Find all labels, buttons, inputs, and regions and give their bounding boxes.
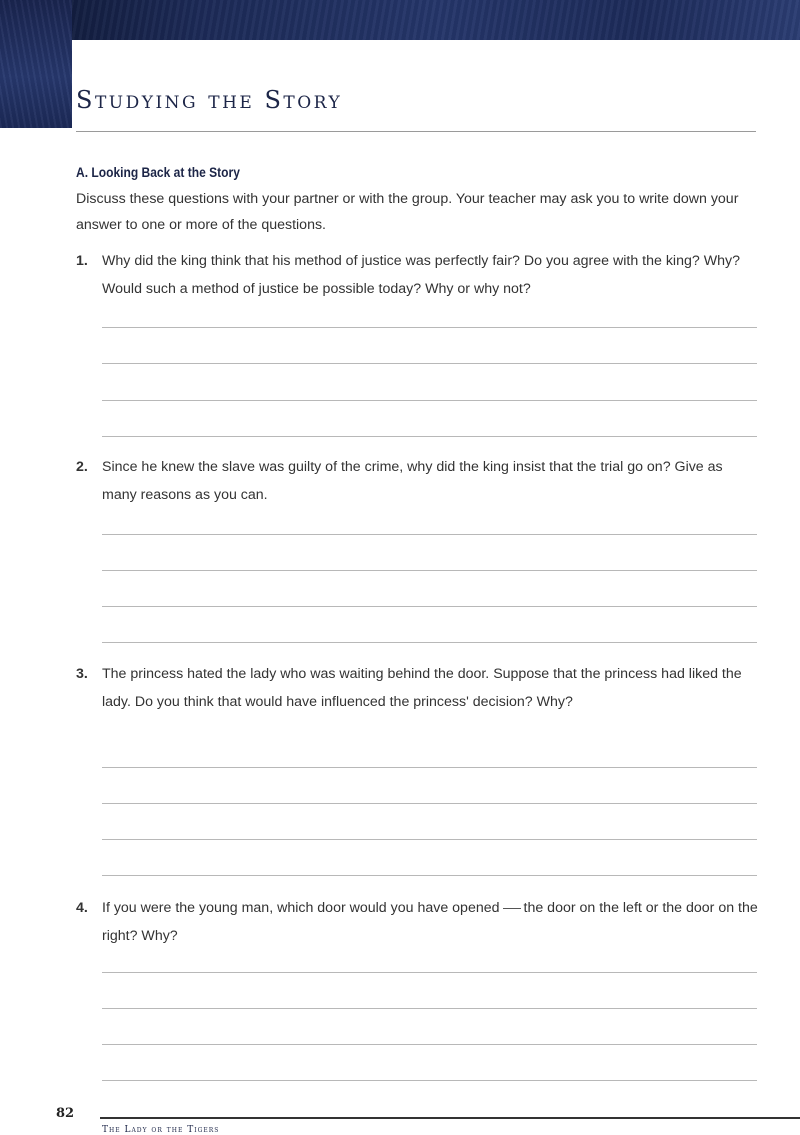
question-number: 3. <box>76 666 88 682</box>
question-text-part: the door on the left or the door on the right? Why? <box>102 900 758 944</box>
question-text: The princess hated the lady who was waiting behind the door. Suppose that the princess had liked the lady. Do you think that would have influenced the princess' decision? Why? <box>102 666 742 710</box>
answer-line[interactable] <box>102 570 757 571</box>
running-footer: The Lady or the Tigers <box>102 1125 220 1135</box>
page-number: 82 <box>56 1106 75 1121</box>
answer-line[interactable] <box>102 839 757 840</box>
answer-line[interactable] <box>102 327 757 328</box>
answer-line[interactable] <box>102 400 757 401</box>
page-title: Studying the Story <box>76 86 343 114</box>
question-text <box>102 894 760 950</box>
answer-line[interactable] <box>102 972 757 973</box>
answer-line[interactable] <box>102 1008 757 1009</box>
answer-line[interactable] <box>102 767 757 768</box>
answer-line[interactable] <box>102 436 757 437</box>
answer-line[interactable] <box>102 642 757 643</box>
answer-line[interactable] <box>102 875 757 876</box>
question-text: Why did the king think that his method of justice was perfectly fair? Do you agree with the king? Why? Would such a method of justice be possible today? Why or why not? <box>102 253 740 297</box>
question-number: 1. <box>76 253 88 269</box>
side-banner-texture <box>0 0 72 128</box>
question-number: 4. <box>76 900 88 916</box>
em-dash <box>503 908 521 909</box>
question-number: 2. <box>76 459 88 475</box>
footer-divider <box>100 1117 800 1119</box>
answer-line[interactable] <box>102 534 757 535</box>
answer-line[interactable] <box>102 803 757 804</box>
answer-line[interactable] <box>102 363 757 364</box>
answer-line[interactable] <box>102 1080 757 1081</box>
section-heading: A. Looking Back at the Story <box>76 164 240 180</box>
answer-line[interactable] <box>102 606 757 607</box>
question-text: Since he knew the slave was guilty of the crime, why did the king insist that the trial go on? Give as many reasons as you can. <box>102 459 723 503</box>
section-intro: Discuss these questions with your partner or with the group. Your teacher may ask you to write down your answer to one or more of the questions. <box>76 191 739 233</box>
header-banner-texture <box>0 0 800 40</box>
answer-line[interactable] <box>102 1044 757 1045</box>
question-text-part: If you were the young man, which door would you have opened <box>102 900 500 916</box>
title-divider <box>76 131 756 132</box>
